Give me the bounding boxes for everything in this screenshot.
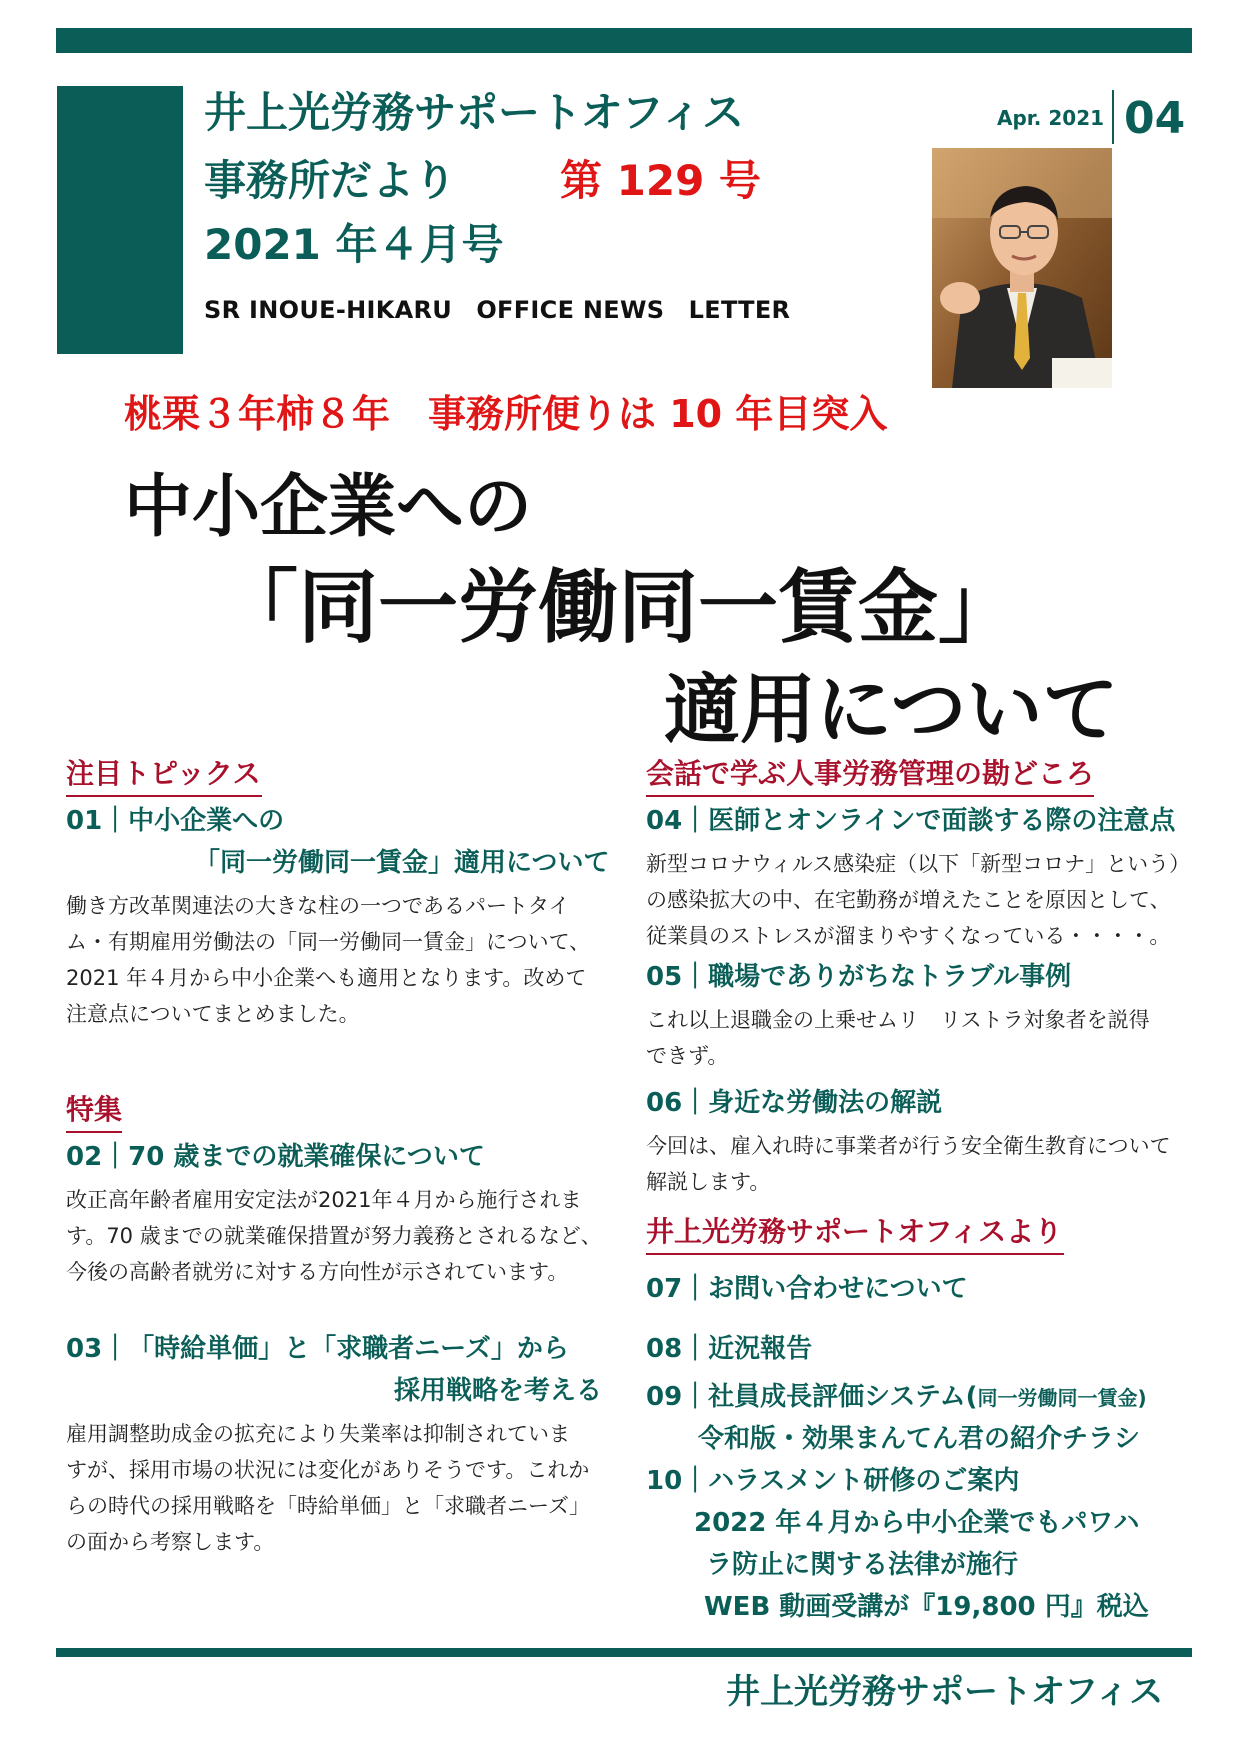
topic-01-title: 01｜中小企業への <box>66 806 285 836</box>
bottom-green-bar <box>56 1648 1192 1657</box>
topic-06-body: 今回は、雇入れ時に事業者が行う安全衛生教育について 解説します。 <box>646 1134 1171 1194</box>
topic-04-title: 04｜医師とオンラインで面談する際の注意点 <box>646 806 1176 836</box>
issue-month: 2021 年４月号 <box>204 220 504 269</box>
topic-02-body: 改正高年齢者雇用安定法が2021年４月から施行されま す。70 歳までの就業確保措置が努力義務とされるなど、 今後の高齢者就労に対する方向性が示されています。 <box>66 1188 602 1284</box>
main-headline-line1: 中小企業への <box>124 468 533 547</box>
topic-09-subtitle: 令和版・効果まんてん君の紹介チラシ <box>698 1424 1141 1454</box>
main-headline-line3: 適用について <box>664 665 1119 754</box>
english-subtitle: SR INOUE-HIKARU OFFICE NEWS LETTER <box>204 296 791 324</box>
topic-03-title: 03｜「時給単価」と「求職者ニーズ」から <box>66 1334 569 1364</box>
newsletter-title: 事務所だより <box>204 156 457 205</box>
special-heading: 特集 <box>66 1093 123 1126</box>
masthead-green-block <box>57 86 183 354</box>
topic-02-title: 02｜70 歳までの就業確保について <box>66 1142 485 1172</box>
office-heading: 井上光労務サポートオフィスより <box>646 1215 1063 1248</box>
special-underline <box>66 1131 122 1133</box>
topic-10-line4: WEB 動画受講が『19,800 円』税込 <box>704 1592 1149 1622</box>
date-divider <box>1112 90 1114 144</box>
issue-number: 第 129 号 <box>560 156 761 205</box>
topic-10-line2: 2022 年４月から中小企業でもパワハ <box>694 1508 1140 1538</box>
topic-01-title-line2: 「同一労働同一賃金」適用について <box>194 848 610 878</box>
main-headline-line2: 「同一労働同一賃金」 <box>218 561 1018 654</box>
office-underline <box>646 1253 1064 1255</box>
talk-heading: 会話で学ぶ人事労務管理の勘どころ <box>646 757 1095 790</box>
topic-05-body: これ以上退職金の上乗せムリ リストラ対象者を説得 できず。 <box>646 1008 1150 1068</box>
topic-03-body: 雇用調整助成金の拡充により失業率は抑制されていま すが、採用市場の状況には変化がありそうです。これか らの時代の採用戦略を「時給単価」と「求職者ニーズ」 の面から考察します。 <box>66 1422 590 1554</box>
volume-number: 04 <box>1124 93 1186 144</box>
topics-heading: 注目トピックス <box>66 757 261 790</box>
topic-10-title: 10｜ハラスメント研修のご案内 <box>646 1466 1020 1496</box>
topic-01-body: 働き方改革関連法の大きな柱の一つであるパートタイ ム・有期雇用労働法の「同一労働同一賃金」について、 2021 年４月から中小企業へも適用となります。改めて 注意点についてまとめました。 <box>66 894 591 1026</box>
anniversary-headline: 桃栗３年柿８年 事務所便りは 10 年目突入 <box>124 392 888 436</box>
topic-05-title: 05｜職場でありがちなトラブル事例 <box>646 962 1072 992</box>
topic-07-title: 07｜お問い合わせについて <box>646 1274 968 1304</box>
topics-underline <box>66 795 262 797</box>
topic-09-title: 09｜社員成長評価システム(同一労働同一賃金) <box>646 1382 1147 1412</box>
office-name-title: 井上光労務サポートオフィス <box>204 88 745 137</box>
footer-office-name: 井上光労務サポートオフィス <box>726 1672 1164 1712</box>
topic-06-title: 06｜身近な労働法の解説 <box>646 1088 943 1118</box>
author-photo <box>932 148 1112 388</box>
topic-04-body: 新型コロナウィルス感染症（以下「新型コロナ」という） の感染拡大の中、在宅勤務が増えたことを原因として、 従業員のストレスが溜まりやすくなっている・・・・。 <box>646 852 1191 948</box>
topic-10-line3: ラ防止に関する法律が施行 <box>706 1550 1019 1580</box>
topic-08-title: 08｜近況報告 <box>646 1334 813 1364</box>
talk-underline <box>646 795 1094 797</box>
top-green-bar <box>56 28 1192 53</box>
topic-03-title-line2: 採用戦略を考える <box>394 1376 603 1406</box>
date-label: Apr. 2021 <box>997 106 1105 130</box>
